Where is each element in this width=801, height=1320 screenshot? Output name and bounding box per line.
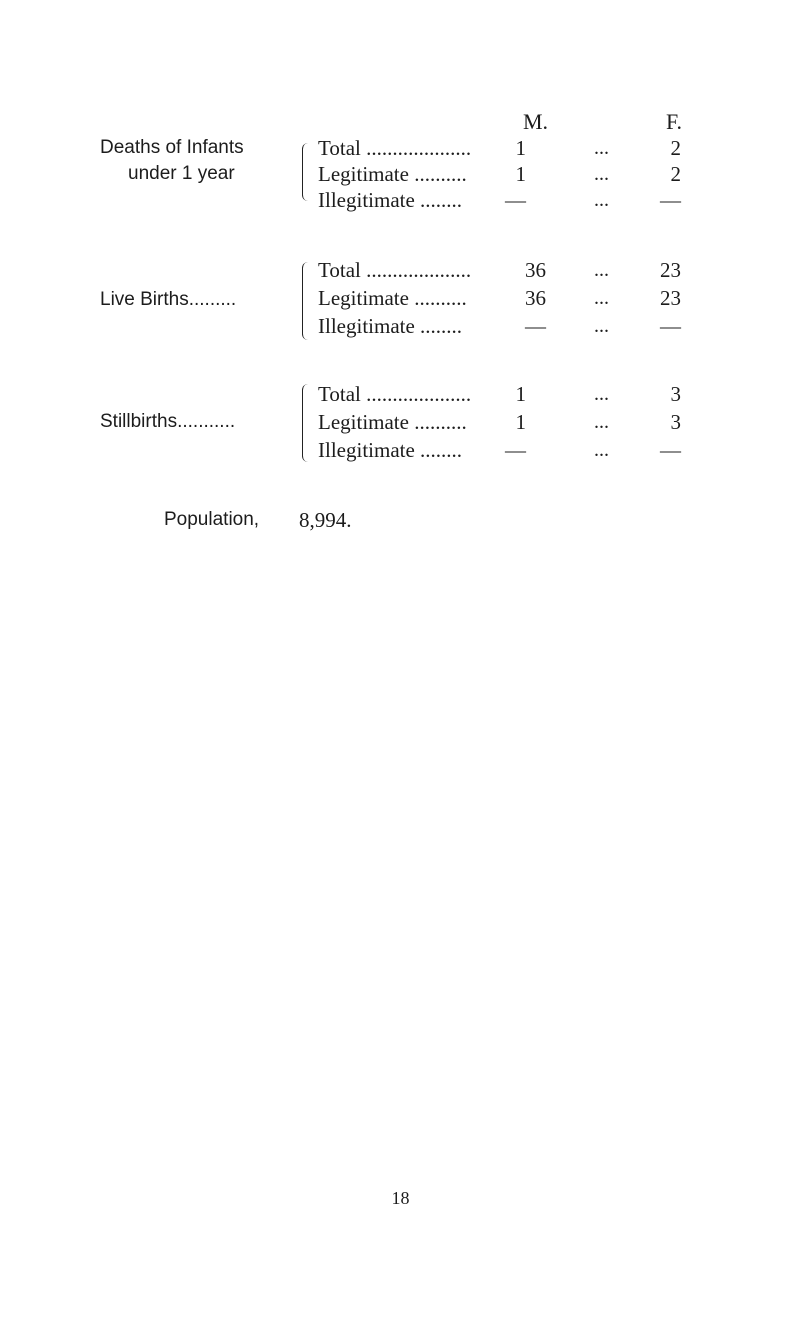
male-value: 1 — [515, 410, 526, 434]
row-label: Illegitimate ........ — [318, 314, 463, 338]
male-value: — — [505, 438, 526, 462]
male-value: 1 — [515, 136, 526, 160]
separator: ... — [594, 259, 609, 281]
column-header-male: M. — [522, 109, 548, 134]
separator: ... — [594, 163, 609, 185]
male-value: — — [525, 314, 546, 338]
female-value: 3 — [670, 410, 681, 434]
female-value: — — [660, 438, 681, 462]
section-label: Deaths of Infants — [100, 137, 244, 158]
column-header-female: F. — [666, 109, 682, 134]
male-value: 1 — [515, 162, 526, 186]
row-label: Total .................... — [318, 136, 472, 160]
separator: ... — [594, 189, 609, 211]
separator: ... — [594, 439, 609, 461]
female-value: 23 — [660, 258, 681, 282]
female-value: — — [660, 188, 681, 212]
brace — [302, 262, 311, 340]
row-label: Legitimate .......... — [318, 286, 467, 310]
row-label: Illegitimate ........ — [318, 438, 463, 462]
separator: ... — [594, 287, 609, 309]
separator: ... — [594, 383, 609, 405]
row-label: Illegitimate ........ — [318, 188, 463, 212]
male-value: 1 — [515, 382, 526, 406]
population-value: 8,994. — [299, 508, 352, 532]
separator: ... — [594, 411, 609, 433]
row-label: Total .................... — [318, 258, 472, 282]
male-value: 36 — [525, 286, 546, 310]
row-label: Legitimate .......... — [318, 162, 467, 186]
population-label: Population, — [164, 509, 260, 530]
section-label: Live Births......... — [100, 289, 237, 310]
male-value: — — [505, 188, 526, 212]
male-value: 36 — [525, 258, 546, 282]
separator: ... — [594, 137, 609, 159]
female-value: 2 — [670, 136, 681, 160]
female-value: 2 — [670, 162, 681, 186]
page-number: 18 — [391, 1188, 410, 1208]
row-label: Legitimate .......... — [318, 410, 467, 434]
female-value: — — [660, 314, 681, 338]
section-label: Stillbirths........... — [100, 411, 236, 432]
female-value: 3 — [670, 382, 681, 406]
brace — [302, 384, 311, 462]
section-label-line2: under 1 year — [128, 163, 235, 184]
brace — [302, 143, 311, 201]
row-label: Total .................... — [318, 382, 472, 406]
female-value: 23 — [660, 286, 681, 310]
separator: ... — [594, 315, 609, 337]
